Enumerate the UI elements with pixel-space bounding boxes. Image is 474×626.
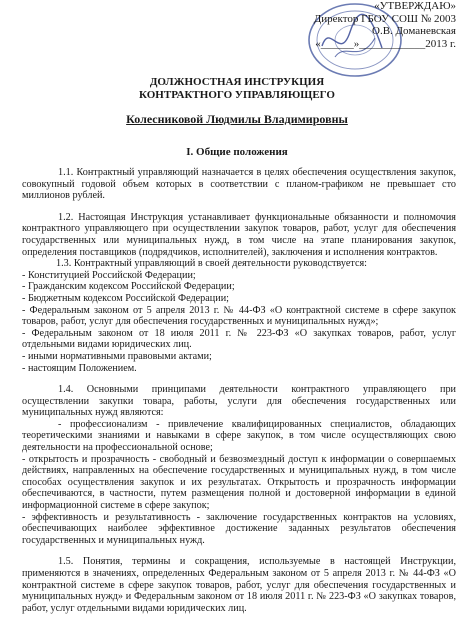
- list-item: - иными нормативными правовыми актами;: [22, 350, 212, 362]
- list-item: - Федеральным законом от 5 апреля 2013 г. № 44-ФЗ «О контрактной системе в сфере закупок товаров, работ, услуг для обеспечения государственных и муниципальных нужд»;: [22, 304, 456, 328]
- list-item: - Бюджетным кодексом Российской Федерации;: [22, 292, 229, 304]
- principle-item: - открытость и прозрачность - свободный и безвозмездный доступ к информации о совершаемых действиях, направленных на обеспечение государственных и муниципальных нужд, в том числе способах осуществления закупок и их результатах. Открытость и прозрачность информации обеспечиваются, в частности, путем размещения полной и достоверной информации в единой информационной системе в сфере закупок;: [22, 453, 456, 512]
- document-title: [0, 76, 474, 102]
- paragraph-1-1: 1.1. Контрактный управляющий назначается в целях обеспечения осуществления закупок, совокупный годовой объем которых в соответствии с планом-графиком не превышает сто миллионов рублей.: [22, 167, 456, 202]
- list-item: - настоящим Положением.: [22, 362, 137, 374]
- list-item: - Конституцией Российской Федерации;: [22, 269, 196, 281]
- paragraph-1-2: 1.2. Настоящая Инструкция устанавливает функциональные обязанности и полномочия контрактного управляющего при осуществлении закупок товаров, работ, услуг для обеспечения государственных или муниципальных нужд, в том числе на этапе планирования закупок, определения поставщиков (подрядчиков, исполнителей), заключения и исполнения контрактов.: [22, 211, 456, 258]
- list-item: - Федеральным законом от 18 июля 2011 г. № 223-ФЗ «О закупках товаров, работ, услуг отдельными видами юридических лиц.: [22, 327, 456, 351]
- list-item: - Гражданским кодексом Российской Федерации;: [22, 281, 235, 293]
- paragraph-1-3: 1.3. Контрактный управляющий в своей деятельности руководствуется:: [56, 258, 367, 270]
- employee-name: Колесниковой Людмилы Владимировны: [126, 112, 348, 126]
- title-line-1: ДОЛЖНОСТНАЯ ИНСТРУКЦИЯ: [149, 76, 325, 88]
- principle-item: - профессионализм - привлечение квалифицированных специалистов, обладающих теоретическими знаниями и навыками в сфере закупок, в том числе осуществляющих свою деятельности на профессиональной основе;: [22, 418, 456, 454]
- title-line-2: КОНТРАКТНОГО УПРАВЛЯЮЩЕГО: [139, 89, 335, 101]
- approval-signatory: О.В. Доманевская: [372, 25, 456, 37]
- principle-item: - эффективность и результативность - заключение государственных контрактов на условиях, обеспечивающих наиболее эффективное достижение заданных результатов обеспечения государственных и муниципальных нужд.: [22, 511, 456, 546]
- approval-block: [256, 0, 456, 50]
- approval-director: Директор ГБОУ СОШ № 2003: [313, 12, 456, 25]
- approval-heading: «УТВЕРЖДАЮ»: [374, 0, 456, 12]
- document-body: [22, 167, 456, 614]
- approval-date: «______»____________2013 г.: [315, 37, 456, 50]
- section-heading: I. Общие положения: [186, 146, 288, 158]
- paragraph-1-5: 1.5. Понятия, термины и сокращения, используемые в настоящей Инструкции, применяются в значениях, определенных Федеральным законом от 5 апреля 2013 г. № 44-ФЗ «О контрактной системе в сфере закупок товаров, работ, услуг для обеспечения государственных и муниципальных нужд» и Федеральным законом от 18 июля 2011 г. № 223-ФЗ «О закупках товаров, работ, услуг отдельными видами юридических лиц.: [22, 556, 456, 614]
- paragraph-1-4: 1.4. Основными принципами деятельности контрактного управляющего при осуществлении закупки товара, работы, услуги для обеспечения государственных или муниципальных нужд являются:: [22, 384, 456, 419]
